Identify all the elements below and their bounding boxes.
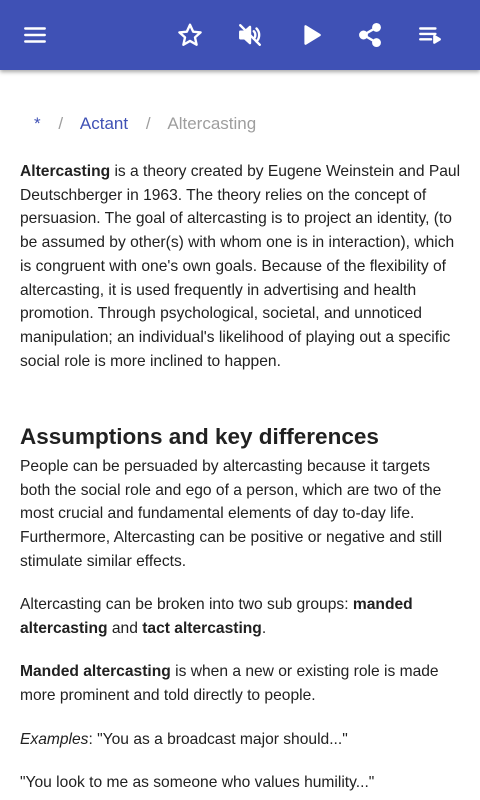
quote-paragraph: "You look to me as someone who values humility..."	[20, 774, 375, 791]
breadcrumb-separator: /	[145, 114, 151, 133]
mute-button[interactable]	[226, 11, 274, 59]
star-icon	[177, 22, 203, 48]
list-icon	[417, 22, 443, 48]
section-heading: Assumptions and key differences	[20, 424, 379, 449]
contents-button[interactable]	[406, 11, 454, 59]
share-button[interactable]	[346, 11, 394, 59]
breadcrumb-parent[interactable]: Actant	[79, 114, 129, 133]
breadcrumb-separator: /	[58, 114, 64, 133]
share-icon	[357, 22, 383, 48]
term-tact: tact altercasting	[142, 619, 262, 637]
term-manded-def: Manded altercasting	[20, 663, 171, 680]
menu-icon	[22, 22, 48, 48]
play-button[interactable]	[287, 11, 335, 59]
play-icon	[298, 22, 324, 48]
paragraph-2: Altercasting can be broken into two sub groups: manded altercasting and tact altercasting.	[20, 596, 413, 637]
paragraph-1: People can be persuaded by altercasting because it targets both the social role and ego of a person, which are two of the most crucial and fundamental elements of day to-day life. Furthermore, Altercasting can be positive or negative and still stimulate similar effects.	[20, 458, 443, 570]
app-bar	[0, 0, 480, 70]
intro-paragraph	[20, 160, 464, 373]
volume-off-icon	[237, 22, 263, 48]
intro-text: is a theory created by Eugene Weinstein and Paul Deutschberger in 1963. The theory relies on the concept of persuasion. The goal of altercasting is to project an identity, (to be assumed by other(s) with whom one is in interaction), which is congruent with one's own goals. Because of the flexibility of altercasting, it is used frequently in advertising and health promotion. Through psychological, societal, and unnoticed manipulation; an individual's likelihood of playing out a specific social role is more inclined to happen.	[20, 163, 461, 370]
examples-paragraph: Examples: "You as a broadcast major should..."	[20, 731, 348, 748]
favorite-button[interactable]	[166, 11, 214, 59]
breadcrumb-current: Altercasting	[167, 114, 257, 133]
term-manded: manded altercasting	[20, 596, 413, 637]
examples-label: Examples	[20, 731, 89, 748]
menu-button[interactable]	[11, 11, 59, 59]
paragraph-3: Manded altercasting is when a new or existing role is made more prominent and told directly to people.	[20, 663, 439, 704]
breadcrumb-home[interactable]: *	[34, 114, 41, 133]
intro-term: Altercasting	[20, 163, 111, 180]
breadcrumb	[34, 114, 256, 134]
